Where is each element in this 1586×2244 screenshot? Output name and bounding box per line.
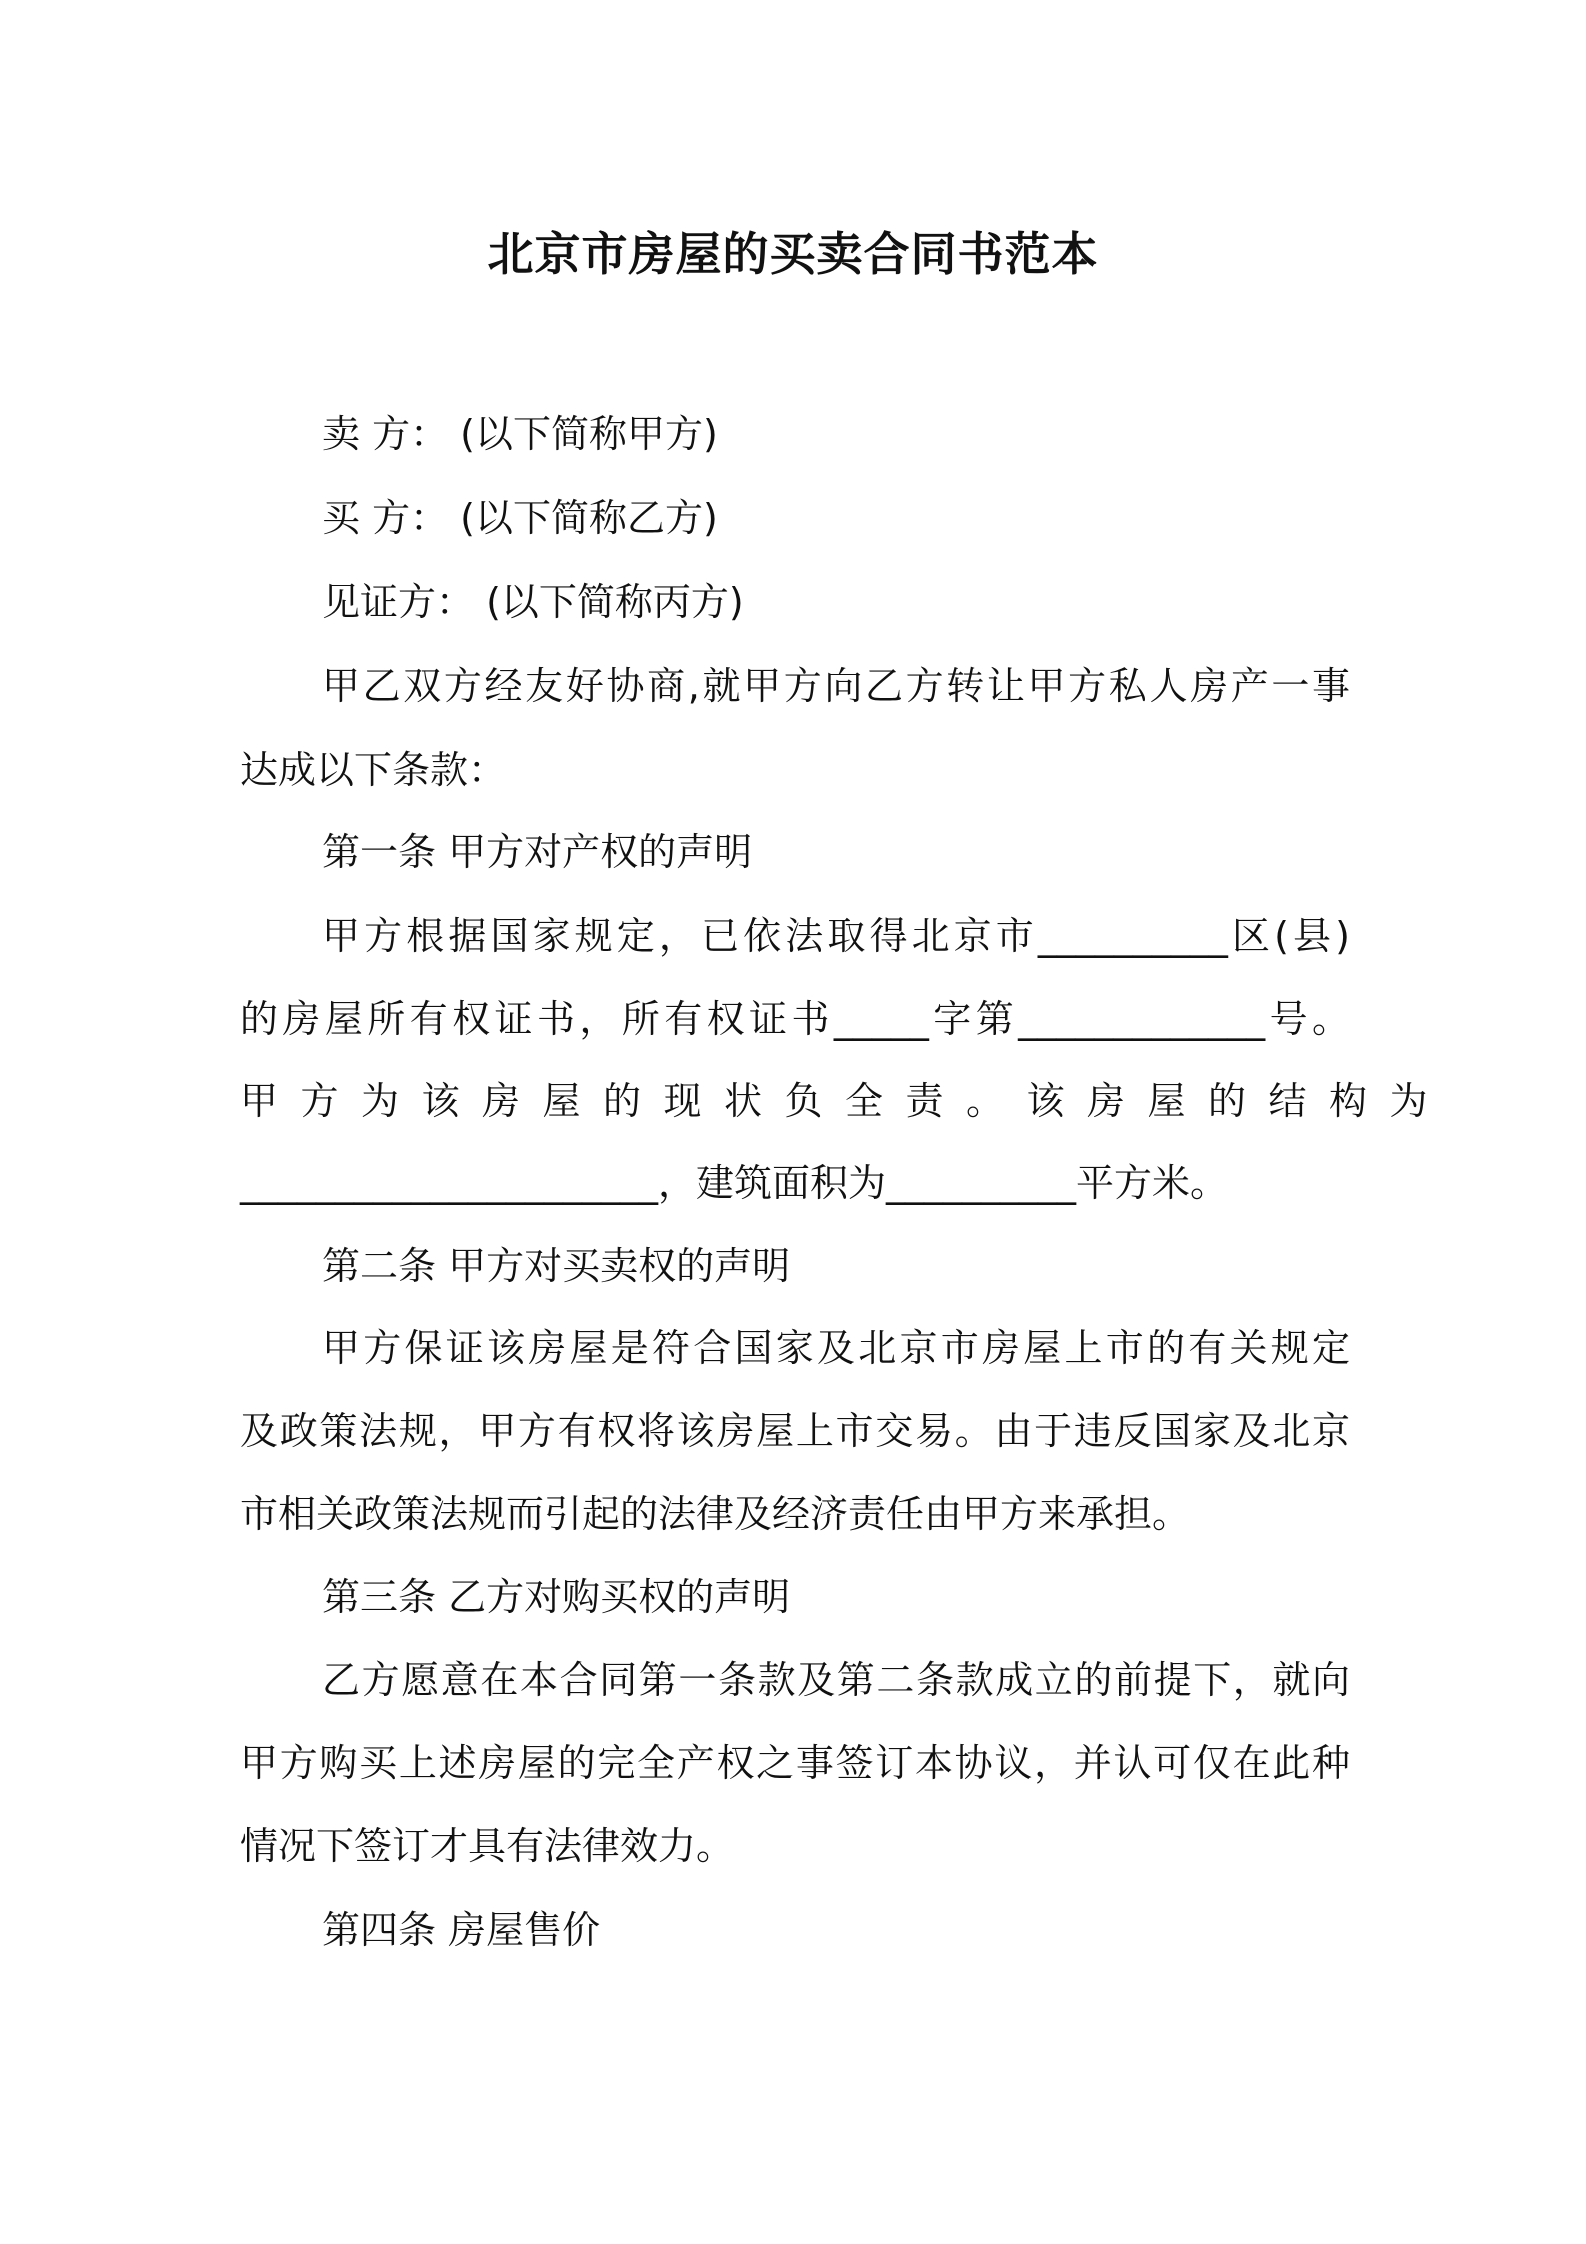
article-3-body-line: 乙方愿意在本合同第一条款及第二条款成立的前提下，就向 [322, 1658, 1350, 1702]
article-2-body-line: 市相关政策法规而引起的法律及经济责任由甲方来承担。 [240, 1492, 1191, 1536]
article-3-heading: 第三条 乙方对购买权的声明 [322, 1575, 791, 1619]
party-buyer-line: 买 方： (以下简称乙方) [322, 496, 718, 540]
article-1-heading: 第一条 甲方对产权的声明 [322, 830, 753, 874]
article-4-heading: 第四条 房屋售价 [322, 1908, 601, 1952]
article-3-body-line: 情况下签订才具有法律效力。 [240, 1824, 735, 1868]
article-2-body-line: 甲方保证该房屋是符合国家及北京市房屋上市的有关规定 [322, 1326, 1350, 1370]
party-seller-line: 卖 方： (以下简称甲方) [322, 412, 718, 456]
article-1-body-line: ______________________，建筑面积为__________平方米。 [240, 1161, 1229, 1205]
article-1-body-line: 甲方为该房屋的现状负全责。该房屋的结构为 [240, 1079, 1451, 1123]
intro-paragraph-line: 甲乙双方经友好协商,就甲方向乙方转让甲方私人房产一事 [322, 664, 1350, 708]
intro-paragraph-line: 达成以下条款： [240, 748, 507, 792]
article-1-body-line: 的房屋所有权证书，所有权证书_____字第_____________号。 [240, 997, 1350, 1041]
article-1-body-line: 甲方根据国家规定，已依法取得北京市__________区(县) [322, 914, 1350, 958]
article-2-heading: 第二条 甲方对买卖权的声明 [322, 1244, 791, 1288]
article-3-body-line: 甲方购买上述房屋的完全产权之事签订本协议，并认可仅在此种 [240, 1741, 1350, 1785]
article-2-body-line: 及政策法规，甲方有权将该房屋上市交易。由于违反国家及北京 [240, 1409, 1350, 1453]
document-title: 北京市房屋的买卖合同书范本 [487, 227, 1099, 281]
party-witness-line: 见证方： (以下简称丙方) [322, 580, 744, 624]
